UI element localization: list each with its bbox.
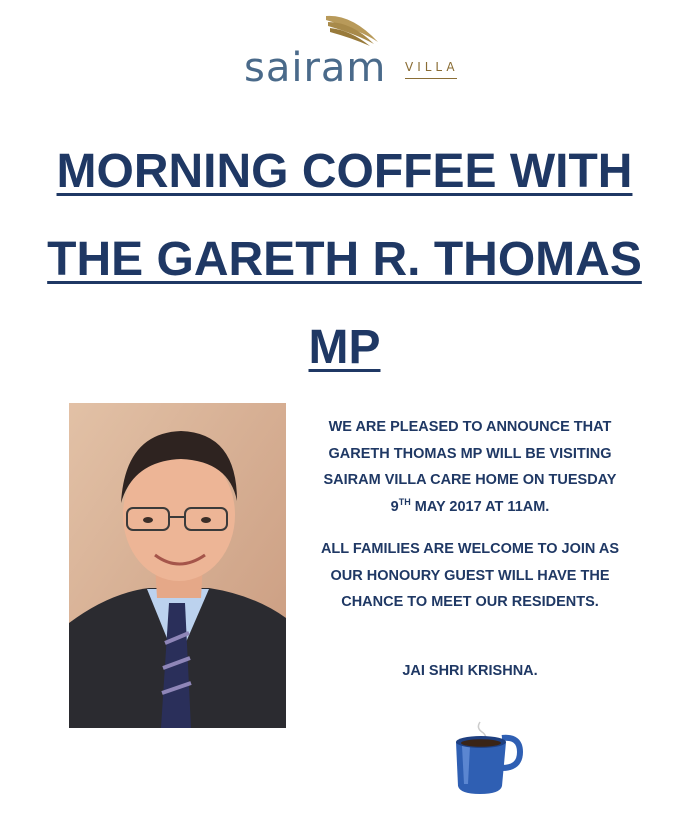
announcement-paragraph-1 bbox=[296, 414, 644, 520]
announcement-line: WE ARE PLEASED TO ANNOUNCE THAT bbox=[328, 419, 612, 435]
event-title-line-2: THE GARETH R. THOMAS bbox=[47, 233, 642, 286]
guest-portrait-photo bbox=[69, 403, 286, 728]
announcement-line: ALL FAMILIES ARE WELCOME TO JOIN AS bbox=[320, 541, 620, 557]
announcement-line: GARETH THOMAS MP WILL BE VISITING bbox=[328, 445, 612, 462]
visit-date-day: 9 bbox=[390, 498, 399, 515]
sign-off: JAI SHRI KRISHNA. bbox=[402, 662, 538, 679]
logo-brand-text: sairam bbox=[244, 45, 387, 91]
announcement-paragraph-2 bbox=[296, 536, 644, 616]
event-title-line-1: MORNING COFFEE WITH bbox=[56, 145, 633, 198]
logo-sub-text: VILLA bbox=[405, 60, 459, 74]
sairam-villa-logo bbox=[244, 12, 464, 91]
logo-rule bbox=[405, 78, 457, 79]
visit-date-suffix: TH bbox=[398, 496, 411, 507]
event-title bbox=[0, 128, 689, 392]
announcement-line: SAIRAM VILLA CARE HOME ON TUESDAY bbox=[323, 472, 617, 488]
event-title-line-3: MP bbox=[308, 321, 381, 374]
portrait-illustration bbox=[69, 403, 286, 728]
announcement-text bbox=[296, 414, 644, 700]
announcement-line: CHANCE TO MEET OUR RESIDENTS. bbox=[341, 594, 599, 610]
coffee-mug-icon bbox=[452, 718, 528, 796]
visit-date-rest: MAY 2017 AT 11AM. bbox=[410, 498, 550, 515]
announcement-line: OUR HONOURY GUEST WILL HAVE THE bbox=[330, 567, 610, 584]
wing-icon bbox=[324, 12, 380, 48]
